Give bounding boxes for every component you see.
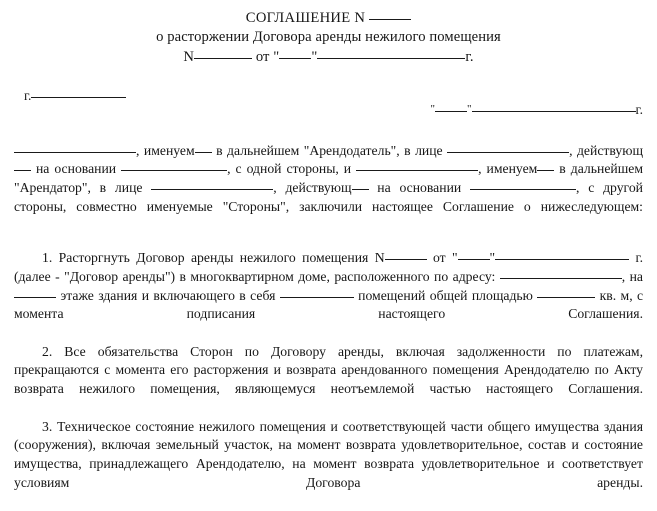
parties-line2-a: , действующ <box>569 142 643 158</box>
contract-year-suffix: г. <box>465 48 474 65</box>
contract-date-ot-label: от <box>255 48 270 65</box>
lessor-acting-ending-blank[interactable] <box>14 161 31 172</box>
parties-line1-b: в дальнейшем "Арендодатель", в лице <box>211 142 443 158</box>
parties-line2-c: , с одной стороны, и <box>227 161 352 177</box>
parties-line3-a: , именуем <box>478 161 538 177</box>
lessor-representative-blank[interactable] <box>447 141 569 153</box>
clause-3-text: Техническое состояние нежилого помещения и соответствующей части общего имущества здания (сооружения), включая земельный участок, на момент возврата удовлетворительное, состав и состояние имущества, принадлежащего Арендодателю, на момент возврата удовлетворительное и соответствует условиям Договора аренды. <box>14 418 644 490</box>
city-field <box>24 88 126 104</box>
quote-close: " <box>311 48 318 65</box>
contract-number-blank[interactable] <box>194 46 252 59</box>
clause-1 <box>14 249 643 343</box>
parties-line2-b: на основании <box>31 161 117 177</box>
clause-2-number: 2. <box>42 343 53 359</box>
date-quote-open: " <box>430 102 436 115</box>
clause-1-rooms-count-blank[interactable] <box>280 286 354 298</box>
clause-1-seg-a: Расторгнуть Договор аренды нежилого помещения N <box>58 250 385 266</box>
title-line-contract-ref <box>14 48 643 67</box>
lessor-basis-blank[interactable] <box>121 160 227 172</box>
clause-1-number: 1. <box>42 250 53 266</box>
lessor-ending-blank[interactable] <box>195 142 212 153</box>
clause-1-seg-b: от <box>432 250 446 266</box>
clause-1-seg-f: помещений общей площадью <box>358 287 533 303</box>
tenant-acting-ending-blank[interactable] <box>352 179 369 190</box>
parties-line3-b: в дальнейшем "Арендатор", в лице <box>14 161 643 196</box>
contract-day-blank[interactable] <box>279 46 311 59</box>
contract-number-label: N <box>183 48 195 65</box>
clause-1-seg-e: этаже здания и включающего в себя <box>60 287 276 303</box>
clause-1-quote-close: " <box>489 250 496 266</box>
clause-1-year-blank[interactable] <box>587 248 629 260</box>
clause-3-number: 3. <box>42 418 53 434</box>
clause-1-contract-number-blank[interactable] <box>385 248 427 260</box>
city-date-row <box>14 88 643 128</box>
title-line-subject <box>14 28 643 47</box>
title-subject-text: о расторжении Договора аренды нежилого помещения <box>156 29 501 46</box>
clause-2 <box>14 343 643 418</box>
clause-1-floor-blank[interactable] <box>14 286 56 298</box>
lessor-name-blank[interactable] <box>14 141 136 153</box>
clause-1-day-blank[interactable] <box>458 248 490 260</box>
spacer-after-preamble <box>14 235 643 249</box>
parties-line4-b: на основании <box>368 180 462 196</box>
parties-line4-c: , с другой стороны, совместно именуемые <box>14 180 643 214</box>
date-year-blank[interactable] <box>594 100 636 112</box>
tenant-basis-blank[interactable] <box>470 178 576 190</box>
clause-1-address-blank[interactable] <box>500 267 622 279</box>
clause-1-seg-g: кв. м, с момента подписания настоящего Соглашения. <box>14 287 644 322</box>
parties-paragraph: , именуем в дальнейшем "Арендодатель", в лице , действующ на основании , с одной стороны, и , именуем в дальнейшем "Арендатор", в лице , действующ на основании , с другой стороны, совместно именуемые "Стороны", заключили настоящее Соглашение о нижеследующем: <box>14 142 643 214</box>
clause-2-text: Все обязательства Сторон по Договору аренды, включая задолженности по платежам, прекращаются с момента его расторжения и возврата арендованного помещения Арендодателю по Акту возврата нежилого помещения, являющемуся неотъемлемой частью настоящего Соглашения. <box>14 343 644 397</box>
city-blank[interactable] <box>31 86 126 98</box>
clause-1-quote-open: " <box>451 250 458 266</box>
document-date-field <box>431 102 643 118</box>
date-year-suffix: г. <box>635 101 643 117</box>
clause-1-seg-d: , на <box>621 268 644 284</box>
parties-line5: "Стороны", заключили настоящее Соглашение о нижеследующем: <box>222 198 643 214</box>
tenant-ending-blank[interactable] <box>537 161 554 172</box>
title-main-text: СОГЛАШЕНИЕ N <box>245 10 366 26</box>
date-quote-close: " <box>467 102 472 115</box>
parties-line4-a: действующ <box>285 180 352 196</box>
tenant-name-blank[interactable] <box>356 160 478 172</box>
clause-1-seg-c: г. (далее - "Договор аренды") в многоквартирном доме, расположенного по адресу: <box>14 250 643 284</box>
title-line-main <box>14 9 643 28</box>
contract-month-blank[interactable] <box>317 46 423 59</box>
contract-year-blank[interactable] <box>423 46 465 59</box>
parties-preamble <box>14 142 643 236</box>
parties-line1-a: , именуем <box>136 142 195 158</box>
clause-1-month-blank[interactable] <box>495 248 587 260</box>
tenant-representative-blank[interactable] <box>151 178 273 190</box>
quote-open: " <box>273 48 280 65</box>
title-number-blank[interactable] <box>369 7 411 20</box>
city-label: г. <box>24 87 32 103</box>
date-month-blank[interactable] <box>472 100 594 112</box>
clause-1-area-blank[interactable] <box>537 286 595 298</box>
document-title-block <box>14 9 643 67</box>
clause-3 <box>14 418 643 511</box>
date-day-blank[interactable] <box>435 100 467 112</box>
